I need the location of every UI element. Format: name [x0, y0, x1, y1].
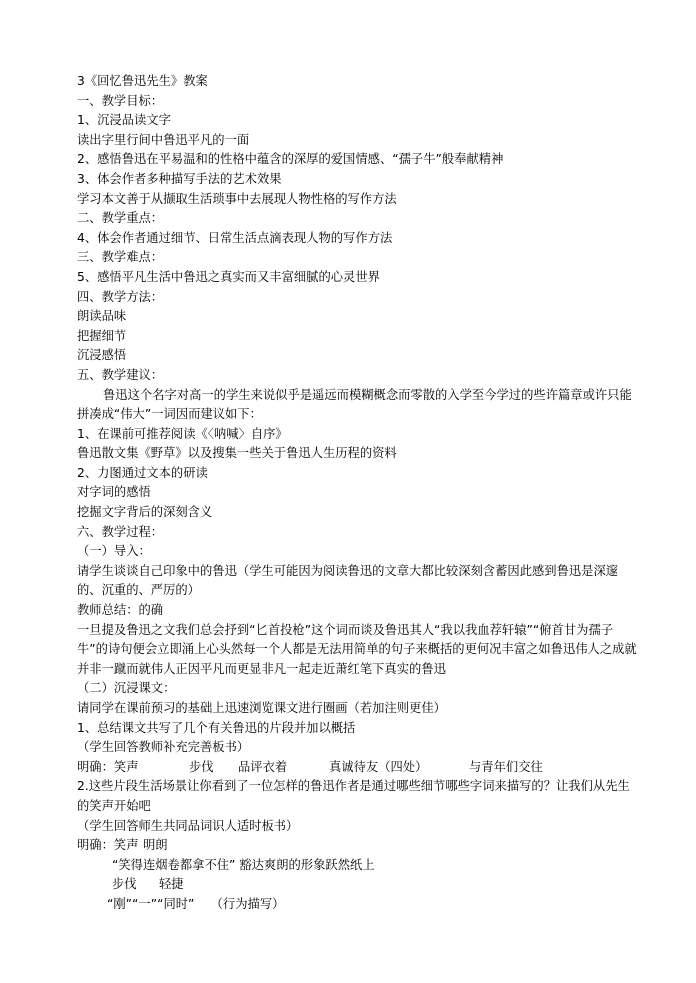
process-step-intro: （一）导入：: [77, 544, 151, 559]
section-heading-difficulties: 三、教学难点：: [77, 250, 164, 265]
board-row-3-note: “刚”“一”“同时” （行为描写）: [107, 896, 285, 911]
process-step-reading: （二）沉浸课文：: [77, 681, 176, 696]
section-heading-process: 六、教学过程：: [77, 524, 164, 539]
suggestion-item-2: 2、力图通过文本的研读: [77, 465, 208, 480]
board-cell: 步伐: [112, 877, 137, 892]
board-cell: 明确：笑声: [77, 759, 139, 774]
method-item-2: 把握细节: [77, 328, 127, 343]
board-cell: 明确：笑声: [77, 838, 139, 853]
goal-item-2: 2、感悟鲁迅在平易温和的性格中蕴含的深厚的爱国情感、“孺子牛”般奉献精神: [77, 152, 504, 167]
goal-item-3-detail: 学习本文善于从撷取生活琐事中去展现人物性格的写作方法: [77, 191, 397, 206]
suggestion-item-1-detail: 鲁迅散文集《野草》以及搜集一些关于鲁迅人生历程的资料: [77, 446, 397, 461]
section-heading-goals: 一、教学目标：: [77, 93, 164, 108]
reading-paragraph-3: （学生回答教师补充完善板书）: [77, 740, 250, 755]
section-heading-key-points: 二、教学重点：: [77, 211, 164, 226]
lesson-plan-document: [77, 72, 637, 915]
reading-paragraph-2: 1、总结课文共写了几个有关鲁迅的片段并加以概括: [77, 720, 356, 735]
reading-paragraph-1: 请同学在课前预习的基础上迅速浏览课文进行圈画（若加注则更佳）: [77, 701, 446, 715]
intro-paragraph-2: 教师总结：的确: [77, 603, 164, 618]
intro-paragraph-1: 请学生谈谈自己印象中的鲁迅（学生可能因为阅读鲁迅的文章大都比较深刻含蓄因此感到鲁迅是深邃的、沉重的、严厉的）: [77, 563, 619, 598]
method-item-1: 朗读品味: [77, 309, 127, 324]
board-cell: 轻捷: [159, 877, 184, 892]
goal-item-3: 3、体会作者多种描写手法的艺术效果: [77, 171, 282, 186]
suggestion-item-2-detail-b: 挖掘文字背后的深刻含义: [77, 505, 213, 520]
board-cell: 明朗: [143, 838, 168, 853]
suggestion-paragraph-text: 鲁迅这个名字对高一的学生来说似乎是遥远而模糊概念而零散的入学至今学过的些许篇章或许只能拼凑成“伟大”一词因而建议如下：: [77, 387, 632, 422]
intro-paragraph-3: 一旦提及鲁迅之文我们总会抒到“匕首投枪”这个词而谈及鲁迅其人“我以我血荐轩辕”“俯首甘为孺子牛”的诗句便会立即涌上心头然每一个人都是无法用简单的句子来概括的更何况丰富之如鲁迅伟人之成就并非一蹴而就伟人正因平凡而更显非凡一起走近萧红笔下真实的鲁迅: [77, 622, 637, 676]
board-cell: 步伐: [189, 759, 214, 774]
document-title: 3《回忆鲁迅先生》教案: [77, 74, 208, 88]
suggestion-item-2-detail-a: 对字词的感悟: [77, 485, 151, 500]
goal-item-1-detail: 读出字里行间中鲁迅平凡的一面: [77, 132, 250, 147]
goal-item-1: 1、沉浸品读文字: [77, 113, 171, 128]
section-heading-methods: 四、教学方法：: [77, 289, 164, 304]
blackboard-row-3: [77, 875, 637, 895]
blackboard-row-2: [77, 836, 637, 856]
method-item-3: 沉浸感悟: [77, 348, 127, 363]
difficulty-item: 5、感悟平凡生活中鲁迅之真实而又丰富细腻的心灵世界: [77, 269, 380, 284]
board-row-2-note: “笑得连烟卷都拿不住” 豁达爽朗的形象跃然纸上: [112, 857, 375, 872]
key-point-item: 4、体会作者通过细节、日常生活点滴表现人物的写作方法: [77, 230, 393, 245]
board-cell: 品评衣着: [238, 759, 288, 774]
board-cell: 与青年们交往: [469, 759, 543, 774]
reading-paragraph-5: （学生回答师生共同品词识人适时板书）: [77, 818, 299, 833]
reading-paragraph-4: 2.这些片段生活场景让你看到了一位怎样的鲁迅作者是通过哪些细节哪些字词来描写的？让我们从先生的笑声开始吧: [77, 779, 630, 813]
suggestion-item-1: 1、在课前可推荐阅读《〈呐喊〉自序》: [77, 426, 288, 441]
board-cell: 真诚待友（四处）: [329, 759, 428, 774]
blackboard-row-1: [77, 758, 637, 778]
suggestion-paragraph: [77, 386, 637, 425]
section-heading-suggestions: 五、教学建议：: [77, 367, 164, 382]
